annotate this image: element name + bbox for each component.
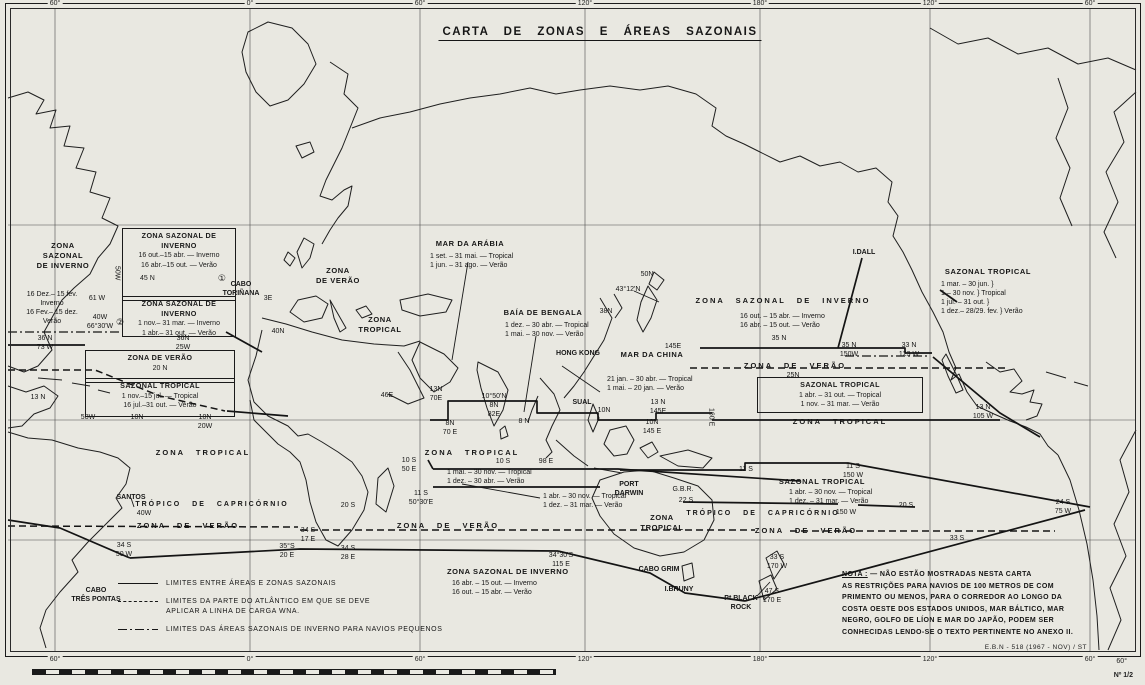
tropical-seasonal-atl-box-line: 16 jul.–31 out. — Verão <box>123 402 197 410</box>
coord-10s: 10 S <box>495 458 511 465</box>
legend-item-dashed <box>118 597 443 618</box>
coord-24s-75w: 24 S 75 W <box>1054 499 1072 516</box>
coord-13n-105w: 13 N 105 W <box>972 404 994 421</box>
tropical-seasonal-atl-box-line: 1 nov.–15 jul. — Tropical <box>121 392 199 400</box>
coord-35s-20e: 35°S 20 E <box>279 543 295 560</box>
tropical-seasonal-nepac-dates: 1 mar. – 30 jun. } 1 – 30 nov. } Tropical 1 jul. – 31 out. } 1 dez.– 28/29. fev. } Verão <box>941 281 1023 316</box>
coord-10n-china: 10N <box>597 407 611 414</box>
coord-13n-atl: 13 N <box>30 394 46 401</box>
coord-13n-70e: 13N 70E <box>429 386 443 403</box>
zone-winter-s: ZONA SAZONAL DE INVERNO <box>447 567 569 576</box>
credit-text: E.B.N - 518 (1967 - NOV) / ST <box>984 644 1087 651</box>
coord-3e: 3E <box>263 295 273 302</box>
tropical-seasonal-atl-box <box>85 378 235 417</box>
i-dall: I.DALL <box>852 249 876 256</box>
coord-13n-145e: 13 N 145E <box>649 399 667 416</box>
i-bruny: I.BRUNY <box>664 586 694 593</box>
graticule-label-bottom-5: 120° <box>922 656 938 663</box>
winter-zone-na-box-line: 16 out.–15 abr. — Inverno <box>138 252 220 260</box>
coord-3430s-115e: 34°30'S 115 E <box>548 552 574 569</box>
coord-34s-17e: 34 S 17 E <box>300 527 316 544</box>
coord-20s-ind: 20 S <box>340 502 356 509</box>
zone-summer-spac: ZONA DE VERÃO <box>754 526 858 535</box>
coord-50n: 50N <box>640 271 654 278</box>
sheet-number: Nº 1/2 <box>1113 672 1133 679</box>
winter-zone-na-box-2-heading: ZONA SAZONAL DE INVERNO <box>141 299 217 318</box>
zone-tropical-ind: ZONA TROPICAL <box>424 448 520 457</box>
coord-43-12n: 43°12'N <box>615 286 641 293</box>
coord-50w-vert: 50W <box>113 266 121 281</box>
baia-de-bengala: BAÍA DE BENGALA <box>503 308 583 317</box>
tropical-seasonal-spac: SAZONAL TROPICAL <box>778 477 866 486</box>
tropical-seasonal-atl-box-heading: SAZONAL TROPICAL <box>120 381 200 390</box>
legend <box>118 579 443 642</box>
coord-36n-25w: 36N 25W <box>175 335 191 352</box>
coord-36n-73w: 36 N 73 W <box>36 335 54 352</box>
santos: SANTOS <box>116 494 146 501</box>
coord-35n-150w: 35 N 150W <box>839 342 859 359</box>
nota-line-1: — NÃO ESTÃO MOSTRADAS NESTA CARTA <box>870 571 1032 578</box>
winter-zone-na-box-2-line: 1 nov.– 31 mar. — Inverno <box>138 320 220 328</box>
winter-zone-na-box-area-number: ① <box>217 273 226 284</box>
legend-item-dashdot <box>118 625 443 636</box>
nota-label: NOTA : <box>842 571 868 578</box>
coord-160e-vert: 160 E <box>707 408 715 427</box>
sual: SUAL <box>572 399 592 406</box>
zone-summer-satl: ZONA DE VERÃO <box>136 521 240 530</box>
gbr: G.B.R. <box>672 486 694 493</box>
zone-tropical-aus: ZONA TROPICAL <box>640 513 684 532</box>
hong-kong: HONG KONG <box>556 350 600 357</box>
nota-line-4: COSTA OESTE DOS ESTADOS UNIDOS, MAR BÁLTICO, MAR <box>842 605 1065 613</box>
tropical-ind-dates-2: 1 abr. – 30 nov. — Tropical 1 dez. – 31 mar. — Verão <box>543 493 627 510</box>
coord-40w-6630w: 40W 66°30'W <box>86 314 114 331</box>
tropical-seasonal-epac-box-line: 1 nov. – 31 mar. — Verão <box>800 401 880 409</box>
coord-10s-50e: 10 S 50 E <box>401 457 417 474</box>
coord-11s-150w: 11 S 150 W <box>842 463 864 480</box>
coord-46e: 46E <box>380 392 394 399</box>
legend-item-dashdot-text: LIMITES DAS ÁREAS SAZONAIS DE INVERNO PARA NAVIOS PEQUENOS <box>166 625 443 633</box>
winter-zone-na-box-footer <box>126 270 232 284</box>
nota-block <box>842 569 1128 638</box>
pt-black-rock: Pt.BLACK ROCK <box>724 595 758 612</box>
coord-25n: 25N <box>786 372 800 379</box>
nota-line-3: PRIMENTO OU MENOS, PARA O CORREDOR AO LONGO DA <box>842 594 1063 602</box>
mar-da-arabia: MAR DA ARÁBIA <box>435 239 505 248</box>
cabo-grim: CABO GRIM <box>638 566 680 573</box>
graticule-label-bottom-4: 180° <box>752 656 768 663</box>
coord-38n: 38N <box>599 308 613 315</box>
graticule-label-top-0: 60° <box>49 0 61 7</box>
graticule-label-bottom-2: 60° <box>414 656 426 663</box>
cabo-tres-pontas: CABO TRÊS PONTAS <box>71 587 121 604</box>
legend-item-solid-text: LIMITES ENTRE ÁREAS E ZONAS SAZONAIS <box>166 580 337 587</box>
coord-150w: 150 W <box>835 509 857 516</box>
coord-11s: 11 S <box>739 466 753 473</box>
coord-10n-atl: 10N <box>130 414 144 421</box>
zone-summer-npac: ZONA DE VERÃO <box>743 361 847 370</box>
coord-33n-123w: 33 N 123 W <box>898 342 920 359</box>
winter-zone-na-box-line: 16 abr.–15 out. — Verão <box>141 261 217 269</box>
coord-20s-pac: 20 S <box>898 502 914 509</box>
scale-bar <box>32 669 556 675</box>
coord-98e: 98 E <box>538 458 554 465</box>
cabo-torinana: CABO TORIÑANA <box>222 281 260 298</box>
zone-winter-npac-dates: 16 out. – 15 abr. — Inverno 16 abr. – 15 out. — Verão <box>740 313 825 330</box>
graticule-label-bottom-3: 120° <box>577 656 593 663</box>
zone-tropical-redsea: ZONA TROPICAL <box>358 315 402 334</box>
coord-8n: 8 N <box>518 418 530 425</box>
graticule-label-top-5: 120° <box>922 0 938 7</box>
zone-winter-s-dates: 16 abr. – 15 out. — Inverno 16 out. – 15 abr. — Verão <box>452 580 537 597</box>
tropical-seasonal-epac-box-heading: SAZONAL TROPICAL <box>800 380 880 389</box>
summer-zone-atl-box-line: 20 N <box>152 364 168 372</box>
baia-de-bengala-dates: 1 dez. – 30 abr. — Tropical 1 mai. – 30 nov. — Verão <box>505 322 589 339</box>
winter-zone-na-box <box>122 228 236 301</box>
tropico-capricornio-w: TRÓPICO DE CAPRICÓRNIO <box>135 501 289 508</box>
zone-tropical-pac: ZONA TROPICAL <box>792 417 888 426</box>
coord-8n-70e: 8N 70 E <box>442 420 458 437</box>
coord-22s: 22 S <box>678 497 694 504</box>
nota-line-5: NEGRO, GOLFO DE LÍON E MAR DO JAPÃO, PODEM SER <box>842 617 1055 625</box>
mar-da-china: MAR DA CHINA <box>620 350 684 359</box>
coord-10n-145e: 10N 145 E <box>642 419 662 436</box>
coord-33s: 33 S <box>949 535 965 542</box>
coord-34s-28e: 34 S 28 E <box>340 545 356 562</box>
coord-61w: 61 W <box>88 295 106 302</box>
zone-winter-npac: ZONA SAZONAL DE INVERNO <box>695 296 871 305</box>
zone-summer-med: ZONA DE VERÃO <box>316 266 360 285</box>
corner-degree-label: 60° <box>1116 658 1127 665</box>
winter-zone-na-box-2 <box>122 296 236 337</box>
chart-title: CARTA DE ZONAS E ÁREAS SAZONAIS <box>438 21 761 42</box>
graticule-label-top-6: 60° <box>1084 0 1096 7</box>
winter-zone-na-box-footer-coord: 45 N <box>140 274 155 282</box>
graticule-label-top-2: 60° <box>414 0 426 7</box>
tropical-ind-dates: 1 mai. – 30 nov. — Tropical 1 dez. – 30 abr. — Verão <box>447 469 532 486</box>
mar-da-china-dates: 21 jan. – 30 abr. — Tropical 1 mai. – 20 jan. — Verão <box>607 376 693 393</box>
zone-tropical-afr: ZONA TROPICAL <box>155 448 251 457</box>
coord-10n-20w: 10N 20W <box>197 414 213 431</box>
coord-58w: 58W <box>80 414 96 421</box>
nota-line-2: AS RESTRIÇÕES PARA NAVIOS DE 100 METROS DE COM <box>842 582 1054 590</box>
coord-1050n-82e: 10°50'N 8N 82E <box>481 393 507 419</box>
mar-da-arabia-dates: 1 set. – 31 mai. — Tropical 1 jun. – 31 ago. — Verão <box>430 253 514 270</box>
coord-33s-170w: 33 S 170 W <box>766 554 788 571</box>
legend-solid-line-sample <box>118 579 158 587</box>
coord-40w-br: 40W <box>136 510 152 517</box>
area-number-2: ② <box>115 317 125 327</box>
coord-47s-170e: 47 S 170 E <box>762 588 782 605</box>
zone-summer-sind: ZONA DE VERÃO <box>396 521 500 530</box>
tropical-seasonal-epac-box <box>757 377 923 413</box>
port-darwin: PORT DARWIN <box>614 481 644 498</box>
nota-line-6: CONHECIDAS LENDO-SE O TEXTO PERTINENTE NO ANEXO II. <box>842 628 1074 636</box>
legend-item-solid <box>118 579 443 590</box>
winter-zone-na-box-heading: ZONA SAZONAL DE INVERNO <box>141 231 217 250</box>
tropical-seasonal-spac-dates: 1 abr. – 30 nov. — Tropical 1 dez. – 31 mar. — Verão <box>789 489 873 506</box>
coord-34s-50w: 34 S 50 W <box>115 542 133 559</box>
summer-zone-atl-box-heading: ZONA DE VERÃO <box>127 353 193 362</box>
coord-11s-5030e: 11 S 50°30'E <box>408 490 434 507</box>
tropical-seasonal-epac-box-line: 1 abr. – 31 out. — Tropical <box>798 391 882 399</box>
graticule-label-bottom-6: 60° <box>1084 656 1096 663</box>
graticule-label-top-4: 180° <box>752 0 768 7</box>
zone-winter-nw-dates: 16 Dez.– 15 fev. Inverno 16 Fev.– 15 dez. Verão <box>26 291 78 326</box>
legend-item-dashed-text: LIMITES DA PARTE DO ATLÂNTICO EM QUE SE DEVE APLICAR A LINHA DE CARGA WNA. <box>166 597 371 615</box>
graticule-label-top-3: 120° <box>577 0 593 7</box>
coord-145e-top: 145E <box>664 343 682 350</box>
legend-dashed-line-sample <box>118 597 158 605</box>
legend-dashdot-line-sample <box>118 625 158 633</box>
zone-winter-nw-atl: ZONA SAZONAL DE INVERNO <box>36 241 90 270</box>
graticule-label-bottom-0: 60° <box>49 656 61 663</box>
tropico-capricornio-e: TRÓPICO DE CAPRICÓRNIO <box>686 510 840 517</box>
graticule-label-bottom-1: 0° <box>246 656 254 663</box>
coord-40n: 40N <box>271 328 285 335</box>
tropical-seasonal-nepac: SAZONAL TROPICAL <box>944 267 1032 276</box>
graticule-label-top-1: 0° <box>246 0 254 7</box>
winter-zone-na-box-2-line: 1 abr.– 31 out. — Verão <box>142 329 216 337</box>
coord-35n: 35 N <box>771 335 787 342</box>
